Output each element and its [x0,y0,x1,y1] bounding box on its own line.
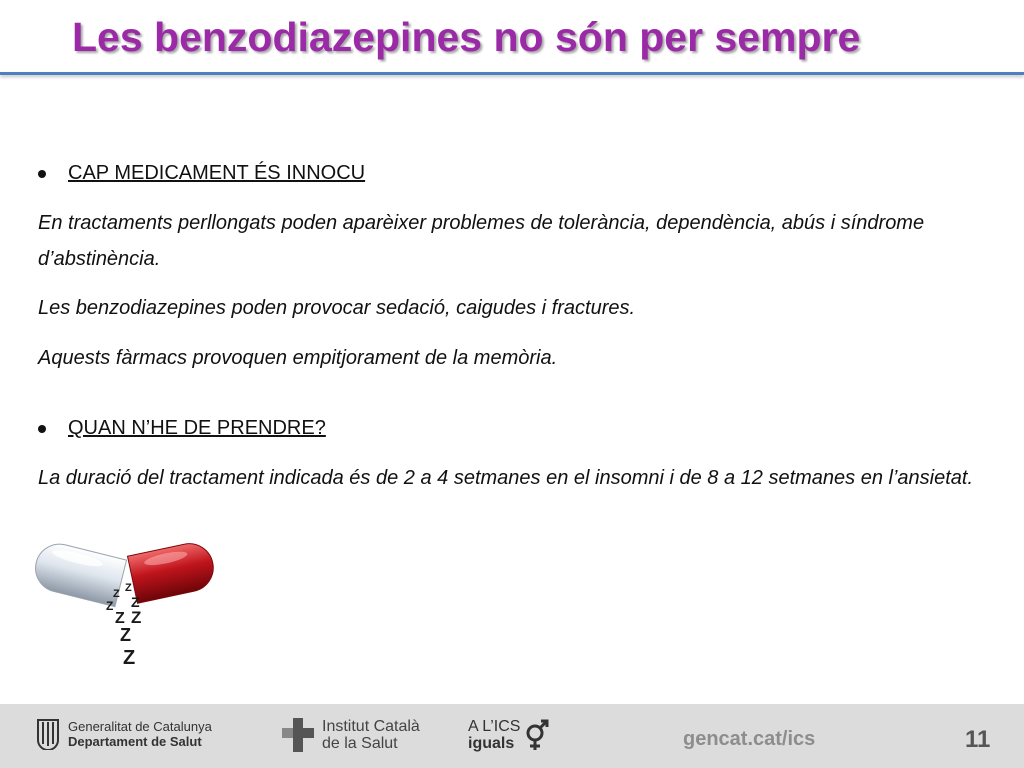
section-heading-text: QUAN N’HE DE PRENDRE? [68,417,326,439]
ics-cross-icon [282,718,314,752]
ics-name-line1: Institut Català [322,718,420,735]
paragraph-tolerance: En tractaments perllongats poden aparèixer problemes de tolerància, dependència, abús i síndrome d’abstinència. [38,212,925,270]
z-letter: Z [120,625,131,645]
generalitat-name: Generalitat de Catalunya [68,719,212,734]
bullet-icon [38,425,46,433]
open-capsule-with-sleep-z-icon [24,535,224,680]
ics-logo [282,718,420,752]
slide-title: Les benzodiazepines no són per sempre [72,14,861,60]
department-name: Departament de Salut [68,734,202,749]
generalitat-emblem-icon [36,718,60,750]
z-letter: Z [131,594,140,610]
z-letter: Z [123,647,136,669]
page-number: 11 [965,726,991,753]
z-letter: Z [115,610,125,627]
ics-name-line2: de la Salut [322,735,398,752]
title-divider [0,72,1024,75]
footer-bar [0,704,1024,768]
paragraph-memory: Aquests fàrmacs provoquen empitjorament de la memòria. [38,347,558,369]
paragraph-duration: La duració del tractament indicada és de 2 a 4 setmanes en el insomni i de 8 a 12 setmanes en l’ansietat. [38,467,974,489]
footer-url: gencat.cat/ics [683,728,816,750]
generalitat-logo [36,718,212,750]
ics-iguals-logo [468,718,550,752]
z-letter: Z [113,588,120,600]
iguals-line2: iguals [468,735,515,752]
gender-symbol-icon [524,719,550,751]
z-letter: Z [131,608,142,627]
section-heading-harmless [38,162,365,185]
iguals-line1: A L’ICS [468,718,521,735]
paragraph-sedation: Les benzodiazepines poden provocar sedació, caigudes i fractures. [38,297,636,319]
capsule-red-half [128,539,218,603]
z-letter: Z [106,599,114,613]
section-heading-text: CAP MEDICAMENT ÉS INNOCU [68,162,366,184]
section-heading-duration [38,417,326,440]
z-letter: Z [125,582,132,594]
bullet-icon [38,170,46,178]
